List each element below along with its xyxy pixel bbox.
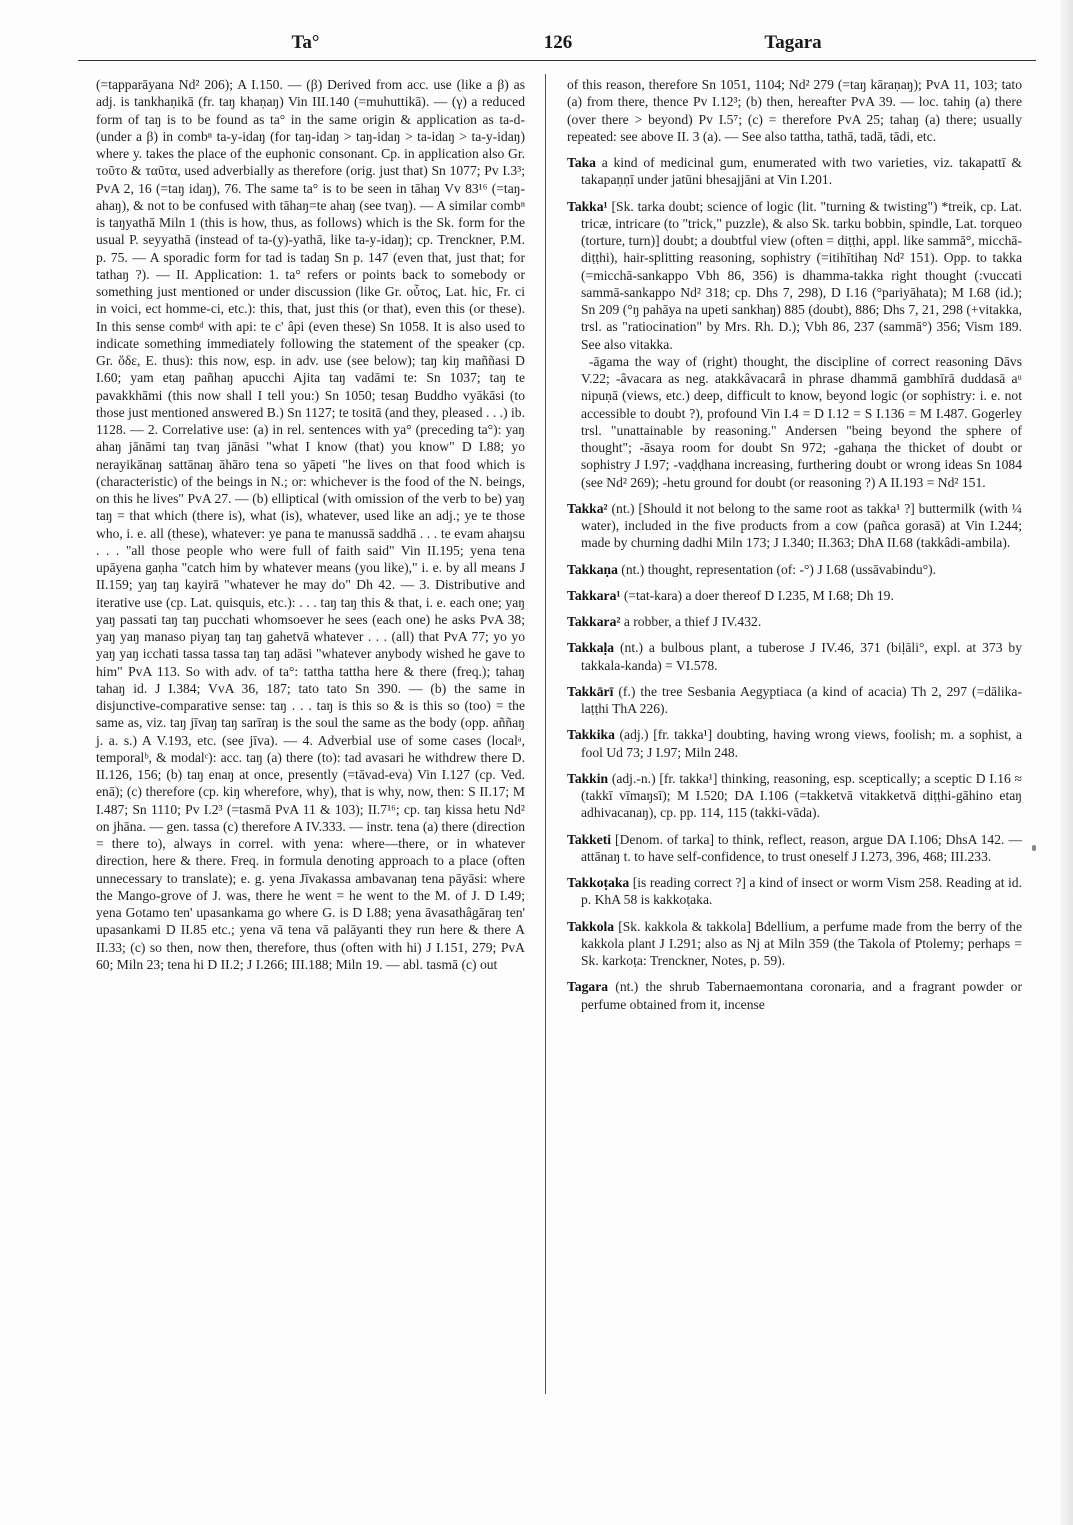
entry-body: (nt.) thought, representation (of: -°) J I.68 (ussāvabindu°).: [617, 561, 937, 577]
entry-body: a robber, a thief J IV.432.: [620, 614, 762, 629]
entry-body: (f.) the tree Sesbania Aegyptiaca (a kind of acacia) Th 2, 297 (=dālika-laṭṭhi ThA 226).: [581, 683, 1022, 716]
entry-body: (adj.-n.) [fr. takka¹] thinking, reasoning, esp. sceptically; a sceptic D I.16 ≈ (takkī vīmaŋsī); M I.520; DA I.106 (=takketvā vitakketvā diṭṭhi-gāhino etaŋ adhivacanaŋ), cp. pp. 114, 115 (takki-vāda).: [581, 770, 1022, 821]
headword: Taka: [567, 155, 596, 170]
entry-body: [Denom. of tarka] to think, reflect, reason, argue DA I.106; DhsA 142. — attānaŋ t. to have self-confidence, to trust oneself J I.273, 396, 468; III.233.: [581, 831, 1022, 864]
entry-body: (=tat-kara) a doer thereof D I.235, M I.68; Dh 19.: [620, 587, 894, 603]
headword: Tagara: [567, 979, 609, 995]
entry-body: (nt.) the shrub Tabernaemontana coronaria, and a fragrant powder or perfume obtained from it, incense: [581, 979, 1022, 1012]
headword: Takkaṇa: [567, 561, 618, 577]
entry-body: (nt.) a bulbous plant, a tuberose J IV.46, 371 (biḷāli°, expl. at 373 by takkala-kanda) = VI.578.: [581, 640, 1022, 673]
dictionary-entry: [567, 874, 1022, 909]
header-rule: [78, 60, 1036, 61]
left-column: [96, 76, 525, 973]
headword: Takka²: [567, 500, 608, 516]
headword: Takkoṭaka: [567, 875, 630, 890]
entry-continuation-ta: (=tapparāyana Nd² 206); A I.150. — (β) Derived from acc. use (like a β) as adj. is tankhaṇikā (fr. taŋ khaṇaŋ) Vin III.140 (=muhuttikā). — (γ) a reduced form of taŋ is to be found as ta° in the same origin & application as ta-d- (under a β) in combⁿ ta-y-idaŋ (for taŋ-idaŋ > taŋ-idaŋ > ta-idaŋ > ta-y-idaŋ) where y. takes the place of the euphonic consonant. Cp. in application also Gr. τοῦτο & ταῦτα, used adverbially as therefore (orig. just that) Sn 1077; Pv I.3³; PvA 2, 16 (=taŋ idaŋ), 76. The same ta° is to be seen in tāhaŋ Vv 83¹⁶ (=taŋ-ahaŋ), & not to be confused with tāhaŋ=te ahaŋ (see tvaŋ). — A similar combⁿ is taŋyathā Miln 1 (this is how, thus, as follows) which is the Sk. form for the usual P. seyyathā (instead of ta-(y)-yathā, like ta-y-idaŋ); cp. Trenckner, P.M. p. 75. — A sporadic form for tad is tadaŋ Sn p. 147 (even that, just that; for tathaŋ ?). — II. Application: 1. ta° refers or points back to somebody or something just mentioned or under discussion (like Gr. οὗτος, Lat. hic, Fr. ci in voici, ect homme-ci, etc.): this, that, just this (or that), even this (or these). In this sense combᵈ with api: te c' âpi (even these) Sn 1058. It is also used to indicate something immediately following the statement of the speaker (cp. Gr. ὅδε, E. thus): this now, esp. in adv. use (see below); taŋ kiŋ maññasi D I.60; yam etaŋ pañhaŋ apucchi Ajita taŋ vadāmi te: Sn 1037; taŋ te pavakkhāmi (this now shall I tell you:) Sn 1050; tesaŋ Buddho vyākāsi (to those just mentioned answered B.) Sn 1127; te tositā (and they, pleased . . .) ib. 1128. — 2. Correlative use: (a) in rel. sentences with ya° (preceding ta°): yaŋ ahaŋ jānāmi taŋ tvaŋ jānāsi "what I know (that) you know" D I.88; yo nerayikānaŋ sattānaŋ āhāro tena so yāpeti "he lives on that food which is (characteristic) of the beings in N.; or: whichever is the food of the N. beings, on this he lives" PvA 27. — (b) elliptical (with omission of the verb to be) yaŋ taŋ = that which (there is), what (is), whatever, used like an adj.; ye te those who, i. e. all (these), whatever: ye pana te manussā saddhā . . . te evam ahaŋsu . . . "all those people who were full of faith said" Vin II.195; yena tena upāyena gaṇha "catch him by whatever means (you like)," i. e. by all means J II.159; yaŋ taŋ kayirā "whatever he may do" Dh 42. — 3. Distributive and iterative use (cp. Lat. quisquis, etc.): . . . taŋ taŋ this & that, i. e. each one; yaŋ yaŋ passati taŋ taŋ pucchati whomsoever he sees (each one) he asks PvA 38; yaŋ yaŋ manaso piyaŋ taŋ taŋ gahetvā whatever . . . (all) that PvA 77; yo yo yaŋ yaŋ icchati tassa tassa taŋ taŋ adāsi "whatever anybody wished he gave to him" PvA 113. So with adv. of ta°: tattha tattha here & there (freq.); tahaŋ tahaŋ id. J I.384; VvA 36, 187; tato tato Sn 390. — (b) the same in disjunctive-comparative sense: taŋ . . . taŋ is this so & is this so (too) = the same as, viz. taŋ jīvaŋ taŋ sarīraŋ is the soul the same as the body (opp. aññaŋ j. a. s.) A V.193, etc. (see jīva). — 4. Adverbial use of some cases (localᵃ, temporalᵇ, & modalᶜ): acc. taŋ (a) there (to): tad avasari he withdrew there D. II.126, 156; (b) taŋ enaŋ at once, presently (=tāvad-eva) Vin I.127 (cp. Ved. enā); (c) therefore (cp. kiŋ wherefore, why), that is why, now, then: S II.17; M I.487; Sn 1110; Pv I.2³ (=tasmā PvA 11 & 103); II.7¹⁶; cp. taŋ kissa hetu Nd² on jhāna. — gen. tassa (c) therefore A IV.333. — instr. tena (a) there (direction = there to), always in correl. with yena: where—there, or in whatever direction, here & there. Freq. in formula denoting approach to a place (often unnecessary to translate); e. g. yena Jīvakassa ambavanaŋ tena pāyāsi: where the Mango-grove of J. was, there he went = he went to the M. of J. D I.49; yena Gotamo ten' upasankama go where G. is D I.88; yena āvasathâgāraŋ ten' upasankami D II.85 etc.; yena vā tena vā palāyanti they run here & there A II.33; (c) so then, now then, therefore, thus (often with hi) J I.151, 279; PvA 60; Miln 23; tena hi D II.2; J I.266; III.188; Miln 19. — abl. tasmā (c) out: [96, 77, 525, 972]
entry-body: (nt.) [Should it not belong to the same root as takka¹ ?] buttermilk (with ¼ water), included in the five products from a cow (pañca gorasā) at Vin I.244; made by churning dadhi Miln 173; J I.340; II.363; DhA II.68 (takkâdi-ambila).: [581, 500, 1022, 551]
right-column: [567, 76, 1022, 1022]
dictionary-entry: [567, 561, 1022, 578]
dictionary-entry: [567, 587, 1022, 604]
headword: Takkara²: [567, 614, 621, 629]
scan-speck: [1032, 845, 1036, 851]
entry-body: a kind of medicinal gum, enumerated with two varieties, viz. takapattī & takapaṇṇī under jatūni bhesajjāni at Vin I.201.: [581, 155, 1022, 188]
dictionary-entry: [567, 978, 1022, 1013]
entry-body: [Sk. kakkola & takkola] Bdellium, a perfume made from the berry of the kakkola plant J I.291; also as Nj at Miln 359 (the Takola of Ptolemy; perhaps = Sk. karkoṭa: Trenckner, Notes, p. 59).: [581, 918, 1022, 968]
compounds-text: -āgama the way of (right) thought, the discipline of correct reasoning Dāvs V.22; -âvacara as neg. atakkâvacarâ in phrase dhammā gambhīrā duddasā aᵘ nipuṇā (views, etc.) deep, difficult to know, beyond logic (or sophistry: i. e. not accessible to doubt ?), profound Vin I.4 = D I.12 = S I.136 = M I.487. Gogerley trsl. "unattainable by reasoning." Andersen "being beyond the sphere of thought"; -āsaya room for doubt Sn 972; -gahaṇa the thicket of doubt or sophistry J I.97; -vaḍḍhana increasing, furthering doubt or wrong ideas Sn 1084 (see Nd² 269); -hetu ground for doubt (or reasoning ?) A II.193 = Nd² 151.: [581, 353, 1022, 490]
page-number: 126: [543, 32, 573, 53]
page-edge-shadow: [1060, 0, 1073, 1525]
entry-body: [Sk. tarka doubt; science of logic (lit. "turning & twisting") *treik, cp. Lat. tricæ, intricare (to "trick," puzzle), & also Sk. tarku bobbin, spindle, Lat. torqueo (torture, turn)] doubt; a doubtful view (often = diṭṭhi, appl. like sammā°, micchā-diṭṭhi), hair-splitting reasoning, sophistry (=itihītihaŋ Nd² 151). Opp. to takka (=micchā-sankappo Vbh 86, 356) is dhamma-takka right thought (:vuccati sammā-sankappo Nd² 318; cp. Dhs 7, 298), D I.16 (°pariyāhata); M I.68 (id.); Sn 209 (°ŋ pahāya na upeti sankhaŋ) 885 (doubt), 886; Dhs 7, 21, 298 (+vitakka, trsl. as "ratiocination" by Mrs. Rh. D.); Vbh 86, 237 (sammā°) 356; Vism 189. See also vitakka.: [581, 198, 1022, 352]
dictionary-entry: [567, 154, 1022, 189]
headword: Takkika: [567, 727, 615, 743]
headword: Takkola: [567, 918, 615, 934]
headword: Takkārī: [567, 683, 614, 699]
dictionary-entry: [567, 500, 1022, 552]
dictionary-entry: [567, 726, 1022, 761]
dictionary-entry: [567, 613, 1022, 630]
dictionary-entry: [567, 639, 1022, 674]
headword: Takkara¹: [567, 587, 621, 603]
page-header: [78, 28, 1038, 58]
entry-body: [is reading correct ?] a kind of insect or worm Vism 258. Reading at id. p. KhA 58 is kakkoṭaka.: [581, 875, 1022, 908]
headword: Takka¹: [567, 198, 608, 214]
headword: Takkin: [567, 770, 609, 786]
column-divider: [545, 74, 546, 1394]
entry-body: (adj.) [fr. takka¹] doubting, having wrong views, foolish; m. a sophist, a fool Ud 73; J I.97; Miln 248.: [581, 727, 1022, 760]
dictionary-entry: [567, 770, 1022, 822]
left-guideword: Ta°: [291, 32, 320, 53]
entry-continuation: of this reason, therefore Sn 1051, 1104; Nd² 279 (=taŋ kāraṇaŋ); PvA 11, 103; tato (a) from there, thence Pv I.12³; (b) then, hereafter PvA 39. — loc. tahiŋ (a) there (over there > beyond) Pv I.5⁷; (c) = therefore PvA 25; tahaŋ (a) there; usually repeated: see above II. 3 (a). — See also tattha, tathā, tadā, tādi, etc.: [567, 77, 1022, 144]
dictionary-entry: [567, 198, 1022, 353]
headword: Takkaḷa: [567, 640, 615, 656]
headword: Takketi: [567, 831, 612, 847]
right-guideword: Tagara: [764, 32, 822, 53]
entry-compounds: [567, 353, 1022, 491]
dictionary-entry: [567, 831, 1022, 866]
dictionary-entry: [567, 918, 1022, 970]
dictionary-entry: [567, 683, 1022, 718]
